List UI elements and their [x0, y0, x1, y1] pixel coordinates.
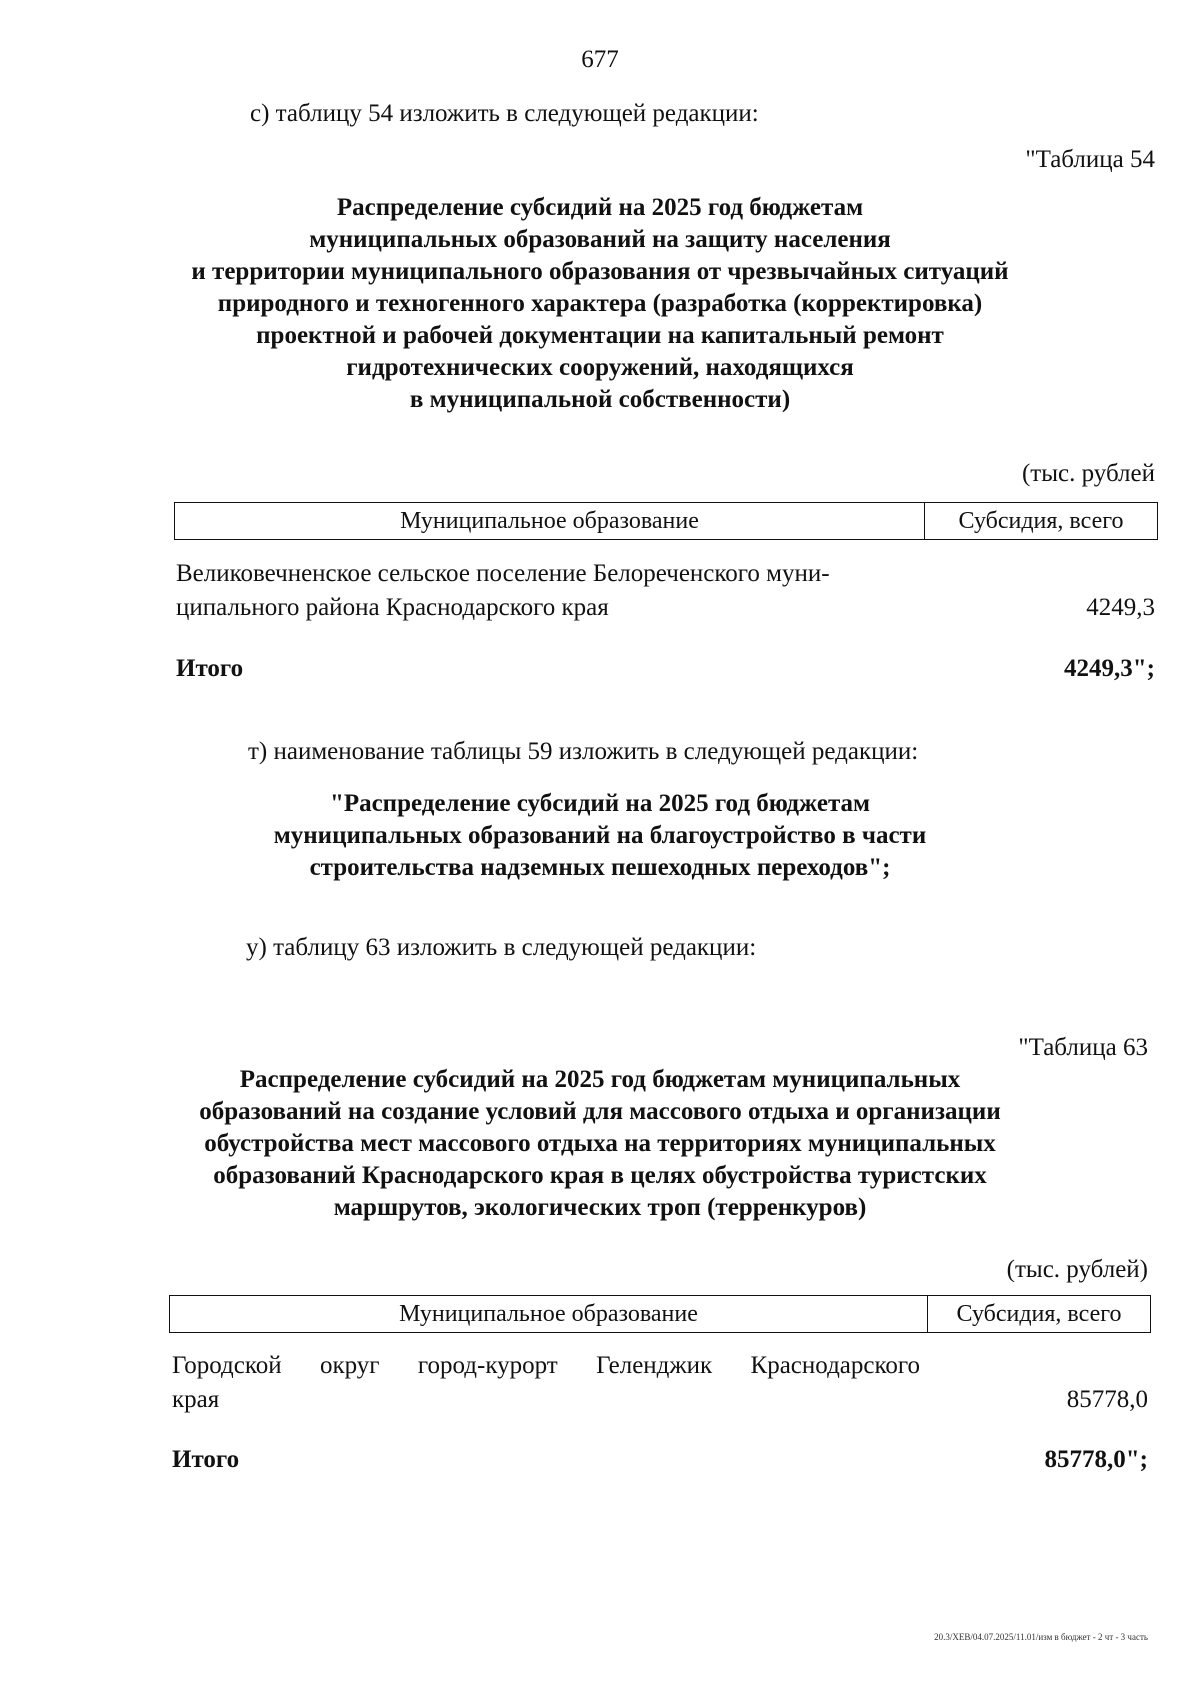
table-63-row-name: Городской округ город-курорт Геленджик Краснодарского края: [172, 1352, 920, 1413]
table-63-units: (тыс. рублей): [1006, 1256, 1148, 1283]
col-header-subsidy: Субсидия, всего: [927, 1296, 1150, 1332]
table-54-header: [174, 502, 1158, 540]
table-54-total-value: 4249,3";: [1064, 655, 1155, 682]
col-header-subsidy: Субсидия, всего: [924, 503, 1157, 539]
table-63-label: "Таблица 63: [1018, 1034, 1148, 1061]
page-number: 677: [581, 46, 619, 73]
table-63-total-label: Итого: [172, 1446, 240, 1473]
table-63-total-value: 85778,0";: [1044, 1446, 1148, 1473]
table-54-total-label: Итого: [176, 655, 244, 682]
table-54-units: (тыс. рублей: [1021, 460, 1155, 487]
table-59-title: "Распределение субсидий на 2025 год бюджетам муниципальных образований на благоустройство в части строительства надземных пешеходных переходов";: [273, 790, 927, 881]
section-u-intro: у) таблицу 63 изложить в следующей редакции:: [246, 934, 757, 961]
table-54-row-value: 4249,3: [1086, 594, 1155, 621]
section-t-intro: т) наименование таблицы 59 изложить в следующей редакции:: [248, 738, 919, 765]
section-s-intro: с) таблицу 54 изложить в следующей редакции:: [250, 100, 759, 127]
table-63-header: [169, 1295, 1151, 1333]
table-54-row-name: Великовечненское сельское поселение Белореченского муни- ципального района Краснодарского края: [176, 560, 830, 621]
col-header-municipality: Муниципальное образование: [400, 508, 699, 534]
table-63-title: Распределение субсидий на 2025 год бюджетам муниципальных образований на создание условий для массового отдыха и организации обустройства мест массового отдыха на территориях муниципальных образований Краснодарского края в целях обустройства туристских маршрутов, экологических троп (терренкуров): [199, 1066, 1001, 1221]
table-54-label: "Таблица 54: [1025, 146, 1155, 173]
table-63-row-value: 85778,0: [1066, 1386, 1148, 1413]
footer-file-path: 20.3/ХЕВ/04.07.2025/11.01/изм в бюджет - 2 чт - 3 часть: [934, 1632, 1148, 1642]
col-header-municipality: Муниципальное образование: [399, 1301, 698, 1327]
table-54-title: Распределение субсидий на 2025 год бюджетам муниципальных образований на защиту населения и территории муниципального образования от чрезвычайных ситуаций природного и техногенного характера (разработка (корректировка) проектной и рабочей документации на капитальный ремонт гидротехнических сооружений, находящихся в муниципальной собственности): [191, 194, 1009, 413]
